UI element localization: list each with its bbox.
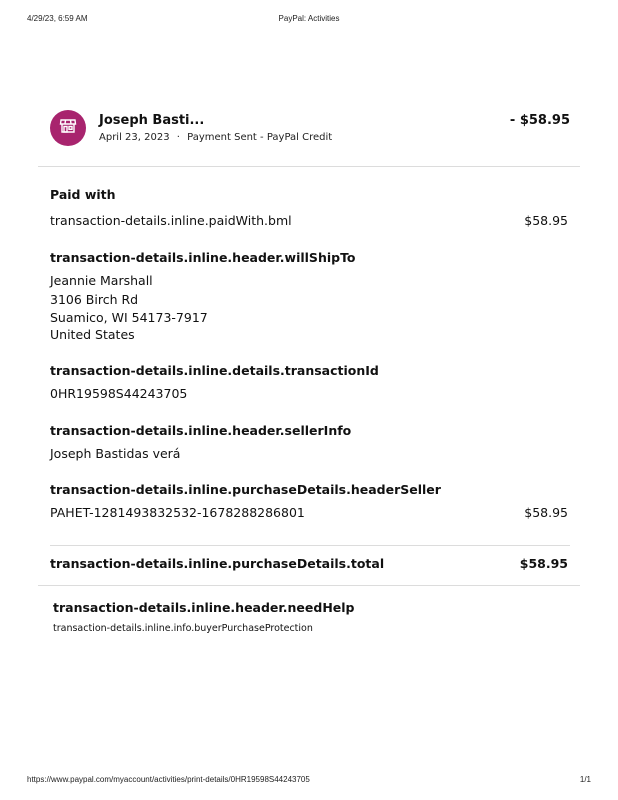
seller-info-header: transaction-details.inline.header.sellerInfo bbox=[50, 423, 352, 438]
need-help-header: transaction-details.inline.header.needHelp bbox=[53, 600, 355, 615]
print-page-title: PayPal: Activities bbox=[278, 14, 340, 23]
transaction-meta bbox=[99, 132, 332, 143]
divider bbox=[50, 545, 570, 546]
print-url: https://www.paypal.com/myaccount/activities/print-details/0HR19598S44243705 bbox=[27, 775, 310, 784]
merchant-avatar bbox=[50, 110, 86, 146]
purchase-total-amount: $58.95 bbox=[519, 556, 568, 571]
store-icon bbox=[59, 117, 77, 139]
ship-to-street: 3106 Birch Rd bbox=[50, 292, 139, 307]
payment-method: transaction-details.inline.paidWith.bml bbox=[50, 213, 292, 228]
ship-to-city: Suamico, WI 54173-7917 bbox=[50, 310, 208, 325]
meta-separator: · bbox=[176, 132, 180, 143]
purchase-details-header: transaction-details.inline.purchaseDetails.headerSeller bbox=[50, 482, 441, 497]
purchase-item-amount: $58.95 bbox=[524, 505, 568, 520]
print-page-number: 1/1 bbox=[579, 775, 591, 784]
merchant-name: Joseph Basti... bbox=[99, 113, 205, 128]
print-datetime: 4/29/23, 6:59 AM bbox=[27, 14, 88, 23]
purchase-item: PAHET-1281493832532-1678288286801 bbox=[50, 505, 305, 520]
paid-with-header: Paid with bbox=[50, 187, 116, 202]
divider bbox=[38, 166, 580, 167]
ship-to-name: Jeannie Marshall bbox=[50, 273, 153, 288]
seller-info-value: Joseph Bastidas verá bbox=[50, 446, 181, 461]
ship-to-header: transaction-details.inline.header.willShipTo bbox=[50, 250, 356, 265]
transaction-summary bbox=[50, 110, 570, 150]
payment-amount: $58.95 bbox=[524, 213, 568, 228]
summary-amount: - $58.95 bbox=[509, 113, 570, 128]
buyer-protection-info: transaction-details.inline.info.buyerPurchaseProtection bbox=[53, 623, 313, 634]
transaction-date: April 23, 2023 bbox=[99, 132, 170, 143]
transaction-description: Payment Sent - PayPal Credit bbox=[187, 132, 333, 143]
divider bbox=[38, 585, 580, 586]
transaction-id-value: 0HR19598S44243705 bbox=[50, 386, 188, 401]
purchase-total-label: transaction-details.inline.purchaseDetails.total bbox=[50, 556, 385, 571]
transaction-id-header: transaction-details.inline.details.transactionId bbox=[50, 363, 379, 378]
ship-to-country: United States bbox=[50, 327, 135, 342]
